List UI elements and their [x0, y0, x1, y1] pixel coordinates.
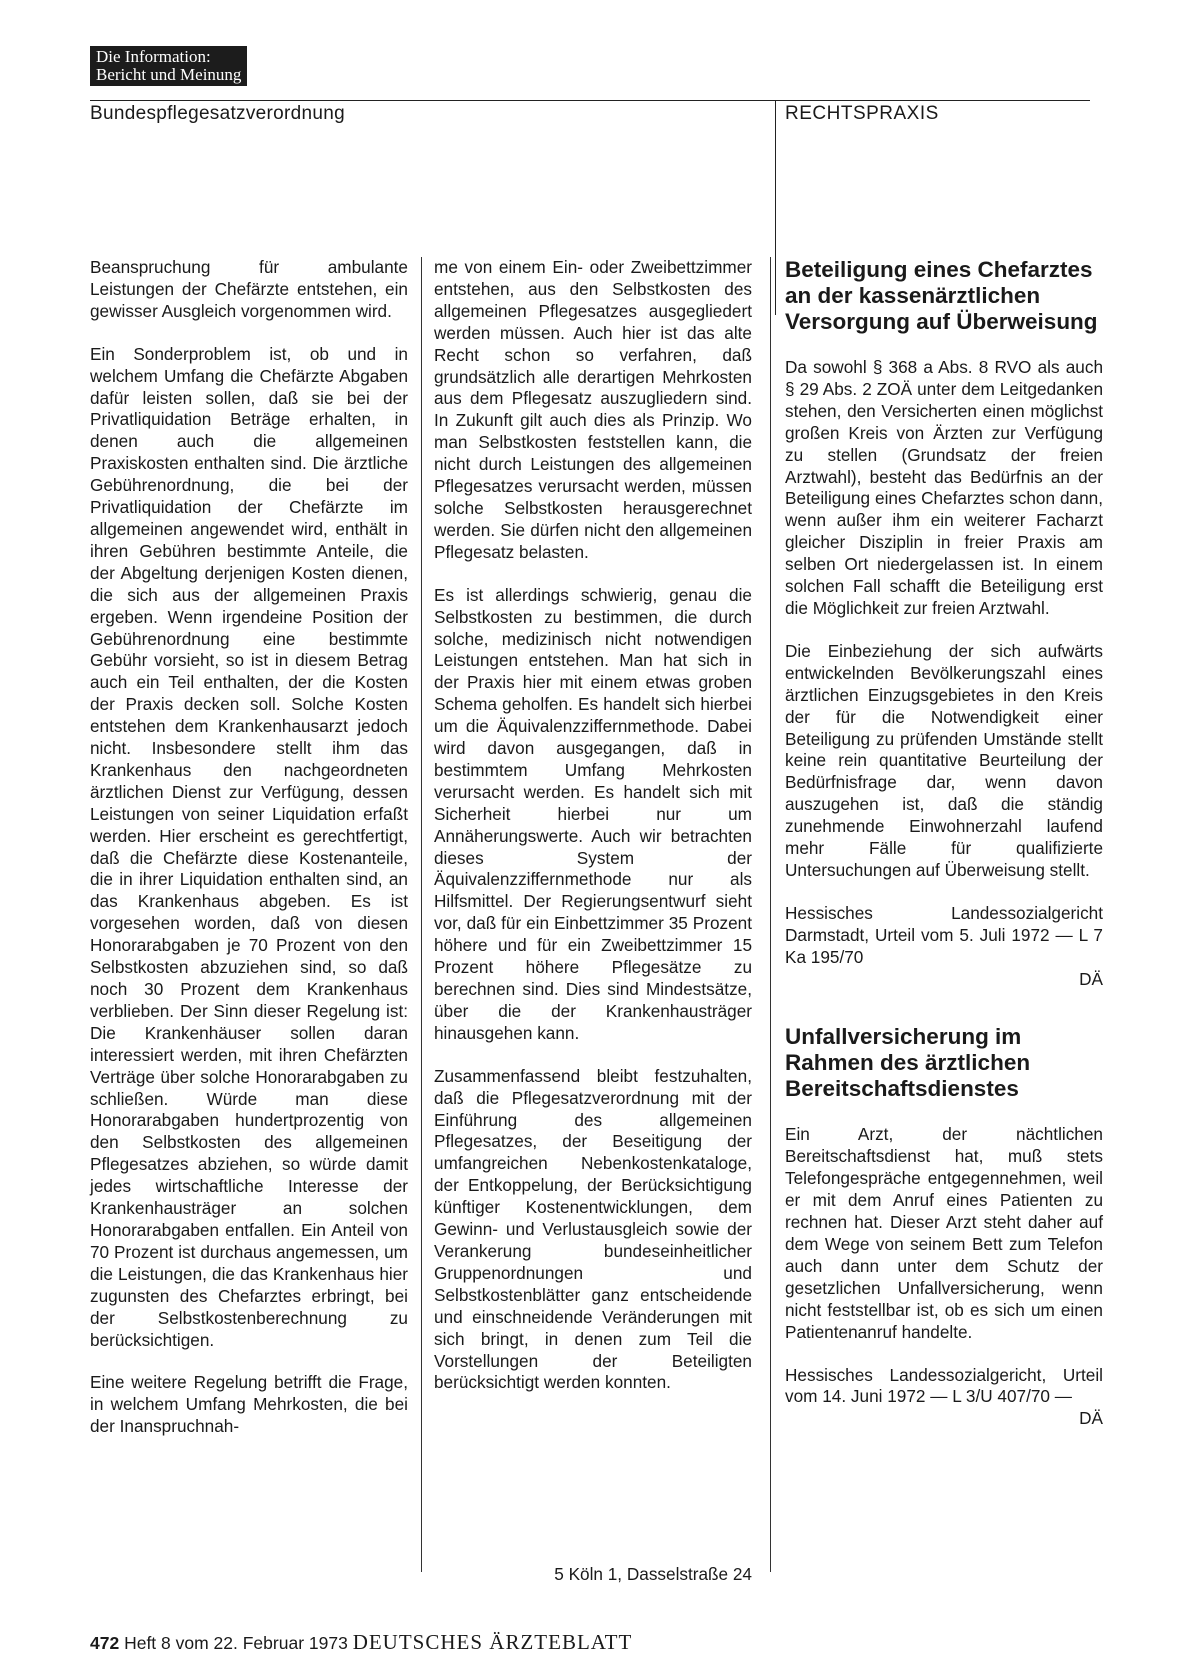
court-citation-1	[785, 903, 1103, 991]
header-divider	[775, 100, 776, 315]
citation-text: Hessisches Landessozialgericht, Urteil vom 14. Juni 1972 — L 3/U 407/70 —	[785, 1364, 1103, 1407]
header-rule	[90, 100, 1090, 101]
section-topic: Bundespflegesatzverordnung	[90, 103, 345, 124]
citation-text: Hessisches Landessozialgericht Darmstadt, Urteil vom 5. Juli 1972 — L 7 Ka 195/70	[785, 902, 1103, 967]
page-footer	[90, 1630, 632, 1655]
paragraph: Es ist allerdings schwierig, genau die Selbstkosten zu bestimmen, die durch solche, medizinisch nicht notwendigen Leistungen entstehen. Man hat sich in der Praxis hier mit einem etwas groben Schema geholfen. Es handelt sich hierbei um die Äquivalenzziffernmethode. Dabei wird davon ausgegangen, daß in bestimmtem Umfang Mehrkosten verursacht werden. Es handelt sich mit Sicherheit hierbei nur um Annäherungswerte. Auch wir betrachten dieses System der Äquivalenzziffernmethode nur als Hilfsmittel. Der Regierungsentwurf sieht vor, daß für ein Einbettzimmer 35 Prozent höhere und für ein Zweibettzimmer 15 Prozent höhere Pflegesätze zu berechnen sind. Dies sind Mindestsätze, über die der Krankenhausträger hinausgehen kann.	[434, 584, 752, 1043]
issue-info: Heft 8 vom 22. Februar 1973	[124, 1633, 348, 1653]
paragraph: me von einem Ein- oder Zweibettzimmer entstehen, aus den Selbstkosten des allgemeinen Pflegesatzes ausgegliedert werden müssen. Auch hier ist das alte Recht schon so verfahren, daß grundsätzlich alle derartigen Mehrkosten aus dem Pflegesatz auszugliedern sind. In Zukunft gilt auch dies als Prinzip. Wo man Selbstkosten feststellen kann, die nicht durch Leistungen des allgemeinen Pflegesatzes verursacht werden, müssen solche Selbstkosten herausgerechnet werden. Sie dürfen nicht den allgemeinen Pflegesatz belasten.	[434, 257, 752, 562]
paragraph: Eine weitere Regelung betrifft die Frage, in welchem Umfang Mehrkosten, die bei der Inanspruchnah-	[90, 1372, 408, 1437]
article-heading-2: Unfallversicherung im Rahmen des ärztlichen Bereitschaftsdienstes	[785, 1024, 1031, 1102]
page-number: 472	[90, 1633, 120, 1653]
column-rule-2	[770, 257, 771, 1572]
paragraph: Die Einbeziehung der sich aufwärts entwickelnden Bevölkerungszahl eines ärztlichen Einzugsgebietes in den Kreis der für die Notwendigkeit einer Beteiligung zu prüfenden Umstände stellt keine rein quantitative Beurteilung der Bedürfnisfrage dar, wenn davon auszugehen ist, daß die ständig zunehmende Einwohnerzahl laufend mehr Fälle für qualifizierte Untersuchungen auf Überweisung stellt.	[785, 640, 1103, 880]
badge-line-2: Bericht und Meinung	[96, 65, 242, 84]
paragraph: Ein Arzt, der nächtlichen Bereitschaftsdienst hat, muß stets Telefongespräche entgegennehmen, weil er mit dem Anruf eines Patienten zu rechnen hat. Dieser Arzt steht daher auf dem Wege von seinem Bett zum Telefon auch dann unter dem Schutz der gesetzlichen Unfallversicherung, wenn nicht feststellbar ist, ob es sich um einen Patientenanruf handelte.	[785, 1124, 1103, 1342]
journal-name: DEUTSCHES ÄRZTEBLATT	[352, 1630, 633, 1654]
column-1	[90, 257, 408, 1459]
section-badge	[90, 46, 247, 86]
signature-row	[785, 969, 1103, 991]
section-category: RECHTSPRAXIS	[785, 103, 939, 124]
paragraph: Beanspruchung für ambulante Leistungen der Chefärzte entstehen, ein gewisser Ausgleich vorgenommen wird.	[90, 257, 408, 321]
column-2	[434, 257, 752, 1415]
article-heading-1: Beteiligung eines Chefarztes an der kassenärztlichen Versorgung auf Überweisung	[785, 257, 1098, 334]
paragraph: Da sowohl § 368 a Abs. 8 RVO als auch § 29 Abs. 2 ZOÄ unter dem Leitgedanken stehen, den Versicherten einen möglichst großen Kreis von Ärzten zur Verfügung zu stellen (Grundsatz der freien Arztwahl), besteht das Bedürfnis an der Beteiligung eines Chefarztes schon dann, wenn außer ihm ein weiterer Facharzt gleicher Disziplin in freier Praxis am selben Ort niedergelassen ist. In einem solchen Fall schafft die Beteiligung erst die Möglichkeit zur freien Arztwahl.	[785, 357, 1103, 618]
signature-row	[785, 1408, 1103, 1430]
column-3	[785, 257, 1103, 1451]
signature: DÄ	[1079, 1408, 1103, 1429]
paragraph: Zusammenfassend bleibt festzuhalten, daß die Pflegesatzverordnung mit der Einführung des allgemeinen Pflegesatzes, der Beseitigung der umfangreichen Nebenkostenkataloge, der Entkoppelung, der Berücksichtigung künftiger Kostenentwicklungen, dem Gewinn- und Verlustausgleich sowie der Verankerung bundeseinheitlicher Gruppenordnungen und Selbstkostenblätter ganz entscheidende und einschneidende Veränderungen mit sich bringt, in denen zum Teil die Vorstellungen der Beteiligten berücksichtigt werden konnten.	[434, 1065, 752, 1393]
column-rule-1	[421, 257, 422, 1572]
signature: DÄ	[1079, 968, 1103, 989]
paragraph: Ein Sonderproblem ist, ob und in welchem Umfang die Chefärzte Abgaben dafür leisten sollen, daß sie bei der Privatliquidation Beträge erhalten, in denen auch die allgemeinen Praxiskosten enthalten sind. Die ärztliche Gebührenordnung, die bei der Privatliquidation der Chefärzte im allgemeinen angewendet wird, enthält in ihren Gebühren bestimmte Anteile, die der Abgeltung derjenigen Kosten dienen, die sich aus der allgemeinen Praxis ergeben. Wenn irgendeine Position der Gebührenordnung eine bestimmte Gebühr vorsieht, so ist in diesem Betrag auch ein Teil enthalten, der die Kosten der Praxis decken soll. Solche Kosten entstehen dem Krankenhausarzt jedoch nicht. Insbesondere stellt ihm das Krankenhaus den nachgeordneten ärztlichen Dienst zur Verfügung, dessen Leistungen von seiner Liquidation erfaßt werden. Hier erscheint es gerechtfertigt, daß die Chefärzte diese Kostenanteile, die in ihrer Liquidation enthalten sind, an das Krankenhaus abgeben. Es ist vorgesehen worden, daß von diesen Honorarabgaben je 70 Prozent von den Selbstkosten abzuziehen sind, so daß noch 30 Prozent dem Krankenhaus verblieben. Der Sinn dieser Regelung ist: Die Krankenhäuser sollen daran interessiert werden, mit ihren Chefärzten Verträge über solche Honorarabgaben zu schließen. Würde man diese Honorarabgaben hundertprozentig von den Selbstkosten des allgemeinen Pflegesatzes abziehen, so würde damit jedes wirtschaftliche Interesse der Krankenhausträger an solchen Honorarabgaben entfallen. Ein Anteil von 70 Prozent ist durchaus angemessen, um die Leistungen, die das Krankenhaus hier zugunsten des Chefarztes erbringt, bei der Selbstkostenberechnung zu berücksichtigen.	[90, 343, 408, 1350]
badge-line-1: Die Information:	[96, 47, 211, 66]
court-citation-2	[785, 1365, 1103, 1431]
author-address: 5 Köln 1, Dasselstraße 24	[554, 1564, 752, 1584]
